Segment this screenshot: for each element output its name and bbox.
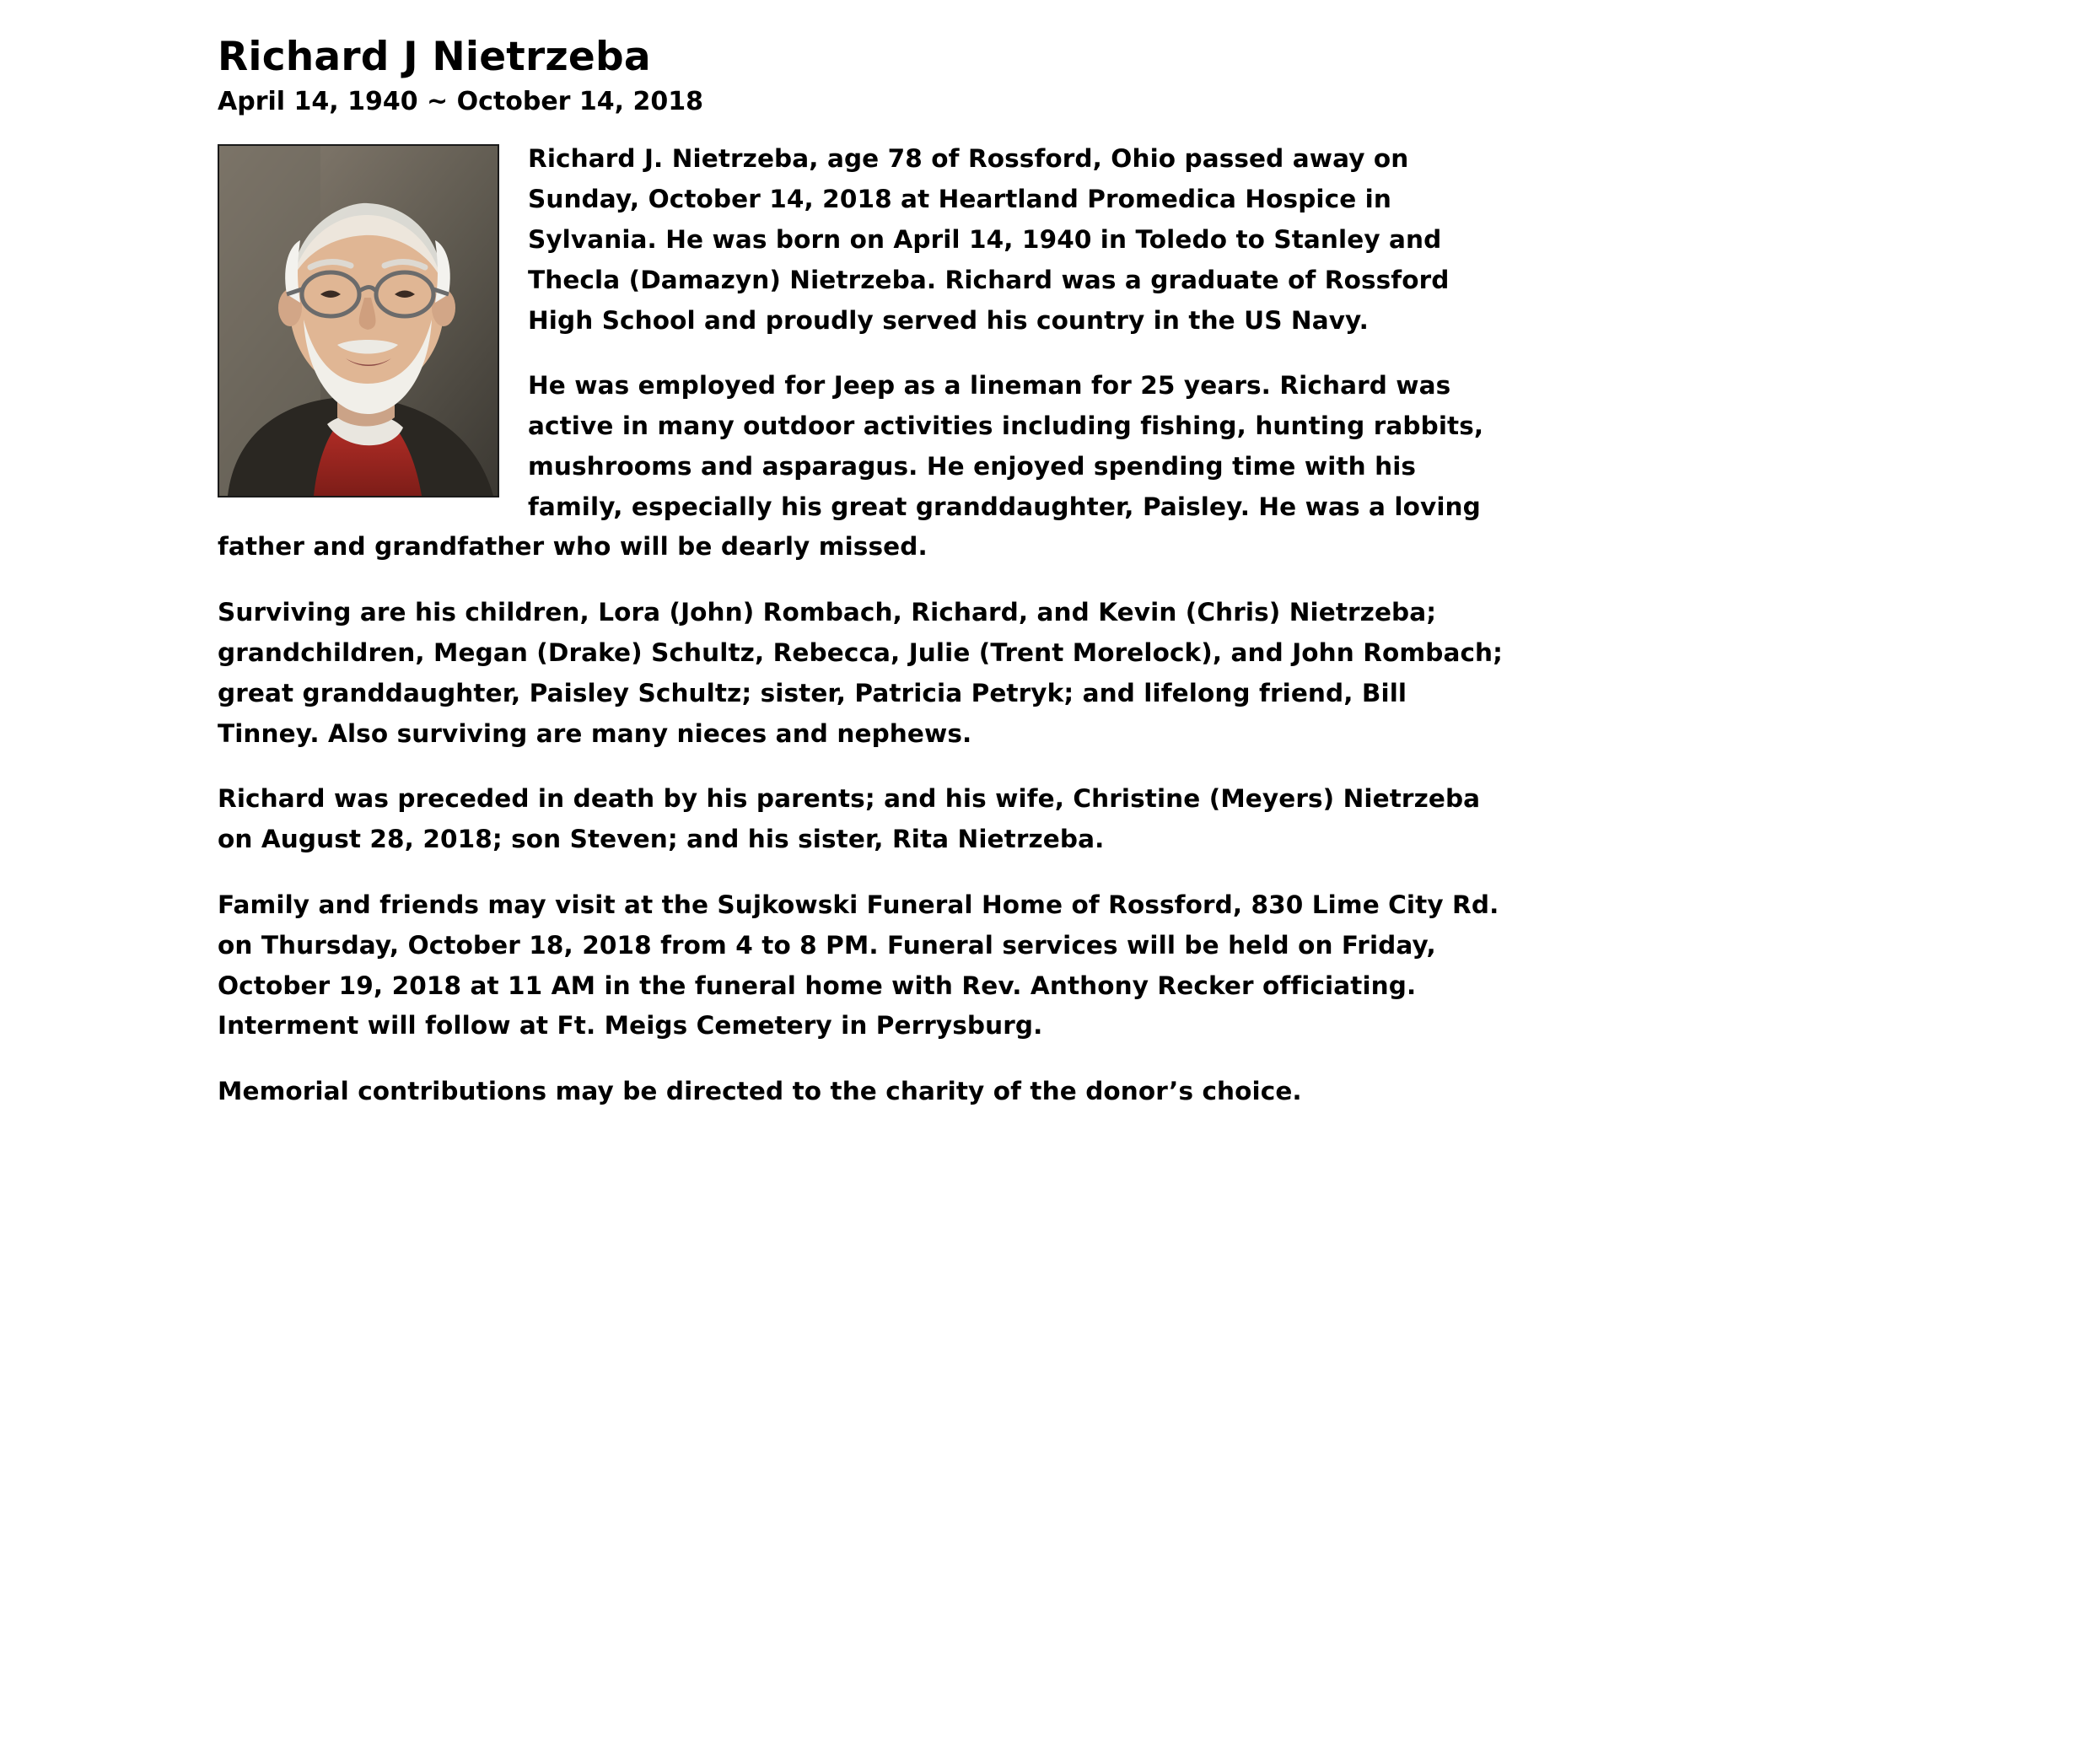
obituary-paragraph: Surviving are his children, Lora (John) Rombach, Richard, and Kevin (Chris) Nietrzeba; grandchildren, Megan (Drake) Schultz, Rebecca, Julie (Trent Morelock), and John Rombach; great granddaughter, Paisley Schultz; sister, Patricia Petryk; and lifelong friend, Bill Tinney. Also surviving are many nieces and nephews. bbox=[218, 598, 1504, 748]
obituary-body bbox=[218, 139, 1508, 1111]
obituary-paragraph: Richard was preceded in death by his parents; and his wife, Christine (Meyers) Nietrzeba on August 28, 2018; son Steven; and his sister, Rita Nietrzeba. bbox=[218, 784, 1481, 854]
obituary-paragraph: He was employed for Jeep as a lineman for 25 years. Richard was active in many outdoor activities including fishing, hunting rabbits, mushrooms and asparagus. He enjoyed spending time with his family, especially his great granddaughter, Paisley. He was a loving father and grandfather who will be dearly missed. bbox=[218, 371, 1484, 562]
obituary-paragraph: Richard J. Nietrzeba, age 78 of Rossford, Ohio passed away on Sunday, October 14, 2018 at Heartland Promedica Hospice in Sylvania. He was born on April 14, 1940 in Toledo to Stanley and Thecla (Damazyn) Nietrzeba. Richard was a graduate of Rossford High School and proudly served his country in the US Navy. bbox=[528, 144, 1450, 335]
life-dates: April 14, 1940 ~ October 14, 2018 bbox=[218, 87, 703, 117]
portrait-photo bbox=[218, 144, 499, 497]
page-title: Richard J Nietrzeba bbox=[218, 34, 651, 80]
portrait-illustration bbox=[219, 146, 498, 496]
obituary-paragraph: Family and friends may visit at the Sujkowski Funeral Home of Rossford, 830 Lime City Rd. on Thursday, October 18, 2018 from 4 to 8 PM. Funeral services will be held on Friday, October 19, 2018 at 11 AM in the funeral home with Rev. Anthony Recker officiating. Interment will follow at Ft. Meigs Cemetery in Perrysburg. bbox=[218, 890, 1499, 1041]
obituary-paragraph: Memorial contributions may be directed to the charity of the donor’s choice. bbox=[218, 1077, 1302, 1106]
